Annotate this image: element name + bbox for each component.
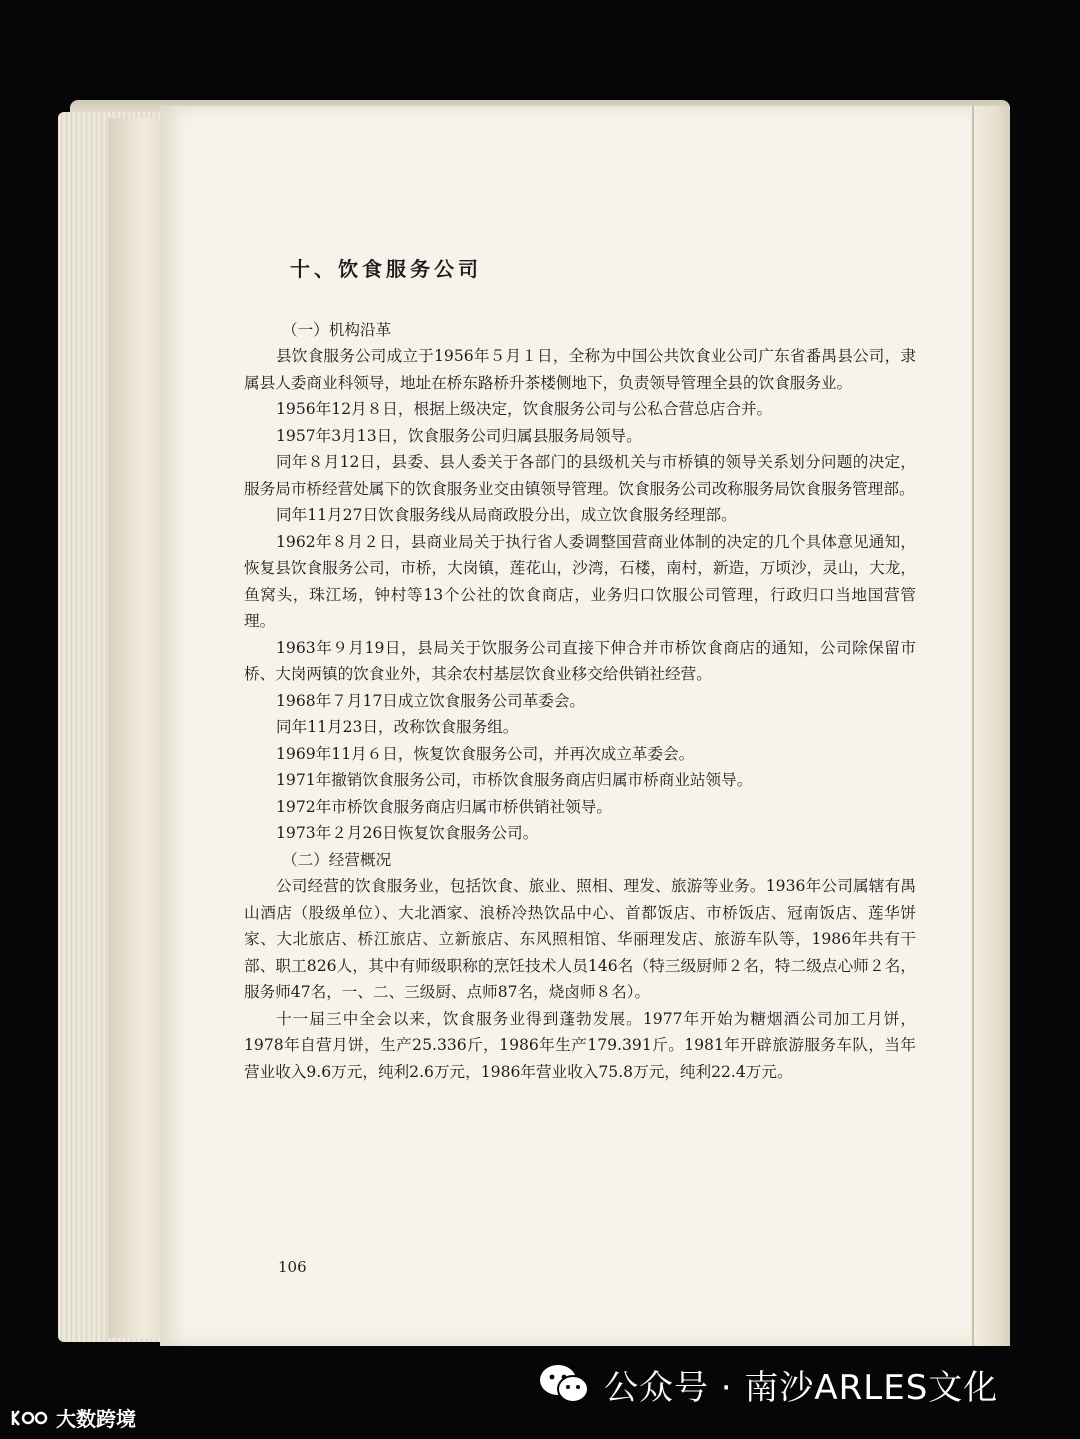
watermark-text: 大数跨境 (56, 1407, 136, 1431)
paragraph: 县饮食服务公司成立于1956年５月１日，全称为中国公共饮食业公司广东省番禺县公司，隶属县人委商业科领导，地址在桥东路桥升茶楼侧地下，负责领导管理全县的饮食服务业。 (244, 347, 916, 392)
paragraph: 同年11月23日，改称饮食服务组。 (276, 718, 519, 736)
wechat-account-label (538, 1362, 998, 1406)
brand-logo-icon (10, 1405, 50, 1431)
paragraph: 同年８月12日，县委、县人委关于各部门的县级机关与市桥镇的领导关系划分问题的决定，服务局市桥经营处属下的饮食服务业交由镇领导管理。饮食服务公司改称服务局饮食服务管理部。 (244, 453, 916, 498)
section-heading: （二）经营概况 (282, 850, 392, 869)
paragraph: 1956年12月８日，根据上级决定，饮食服务公司与公私合营总店合并。 (276, 400, 773, 418)
paragraph: 十一届三中全会以来，饮食服务业得到蓬勃发展。1977年开始为糖烟酒公司加工月饼，1978年自营月饼，生产25.336斤，1986年生产179.391斤。1981年开辟旅游服务车队，当年营业收入9.6万元，纯利2.6万元，1986年营业收入75.8万元，纯利22.4万元。 (244, 1009, 916, 1081)
paragraph: 1963年９月19日，县局关于饮服务公司直接下伸合并市桥饮食商店的通知，公司除保留市桥、大岗两镇的饮食业外，其余农村基层饮食业移交给供销社经营。 (244, 638, 916, 683)
section-heading: （一）机构沿革 (282, 320, 392, 339)
paragraph: 同年11月27日饮食服务线从局商政股分出，成立饮食服务经理部。 (276, 506, 737, 524)
paragraph: 公司经营的饮食服务业，包括饮食、旅业、照相、理发、旅游等业务。1936年公司属辖有禺山酒店（股级单位）、大北酒家、浪桥冷热饮品中心、首都饭店、市桥饭店、冠南饭店、莲华饼家、大北旅店、桥江旅店、立新旅店、东风照相馆、华丽理发店、旅游车队等，1986年共有干部、职工826人，其中有师级职称的烹饪技术人员146名（特三级厨师２名，特二级点心师２名，服务师47名，一、二、三级厨、点师87名，烧卤师８名）。 (244, 877, 916, 1001)
paragraph: 1968年７月17日成立饮食服务公司革委会。 (276, 691, 586, 710)
page-right-edge (970, 106, 1010, 1346)
watermark (10, 1403, 136, 1432)
paragraph: 1969年11月６日，恢复饮食服务公司，并再次成立革委会。 (276, 744, 695, 763)
wechat-icon (538, 1363, 590, 1405)
paragraph: 1962年８月２日，县商业局关于执行省人委调整国营商业体制的决定的几个具体意见通知，恢复县饮食服务公司，市桥，大岗镇，莲花山，沙湾，石楼，南村，新造，万顷沙，灵山，大龙，鱼窝头，珠江场，钟村等13个公社的饮食商店，业务归口饮服公司管理，行政归口当地国营管理。 (244, 532, 916, 630)
paragraph: 1972年市桥饮食服务商店归属市桥供销社领导。 (276, 797, 612, 816)
paragraph: 1973年２月26日恢复饮食服务公司。 (276, 824, 539, 842)
page-number: 106 (278, 1258, 307, 1276)
page-fold-line (972, 106, 974, 1346)
wechat-label-text: 公众号 · 南沙ARLES文化 (604, 1367, 999, 1408)
paragraph: 1957年3月13日，饮食服务公司归属县服务局领导。 (276, 426, 642, 445)
page-gutter (108, 118, 160, 1338)
page-content (244, 256, 916, 1085)
page-heading: 十、饮食服务公司 (290, 257, 482, 281)
paragraph: 1971年撤销饮食服务公司，市桥饮食服务商店归属市桥商业站领导。 (276, 771, 753, 789)
